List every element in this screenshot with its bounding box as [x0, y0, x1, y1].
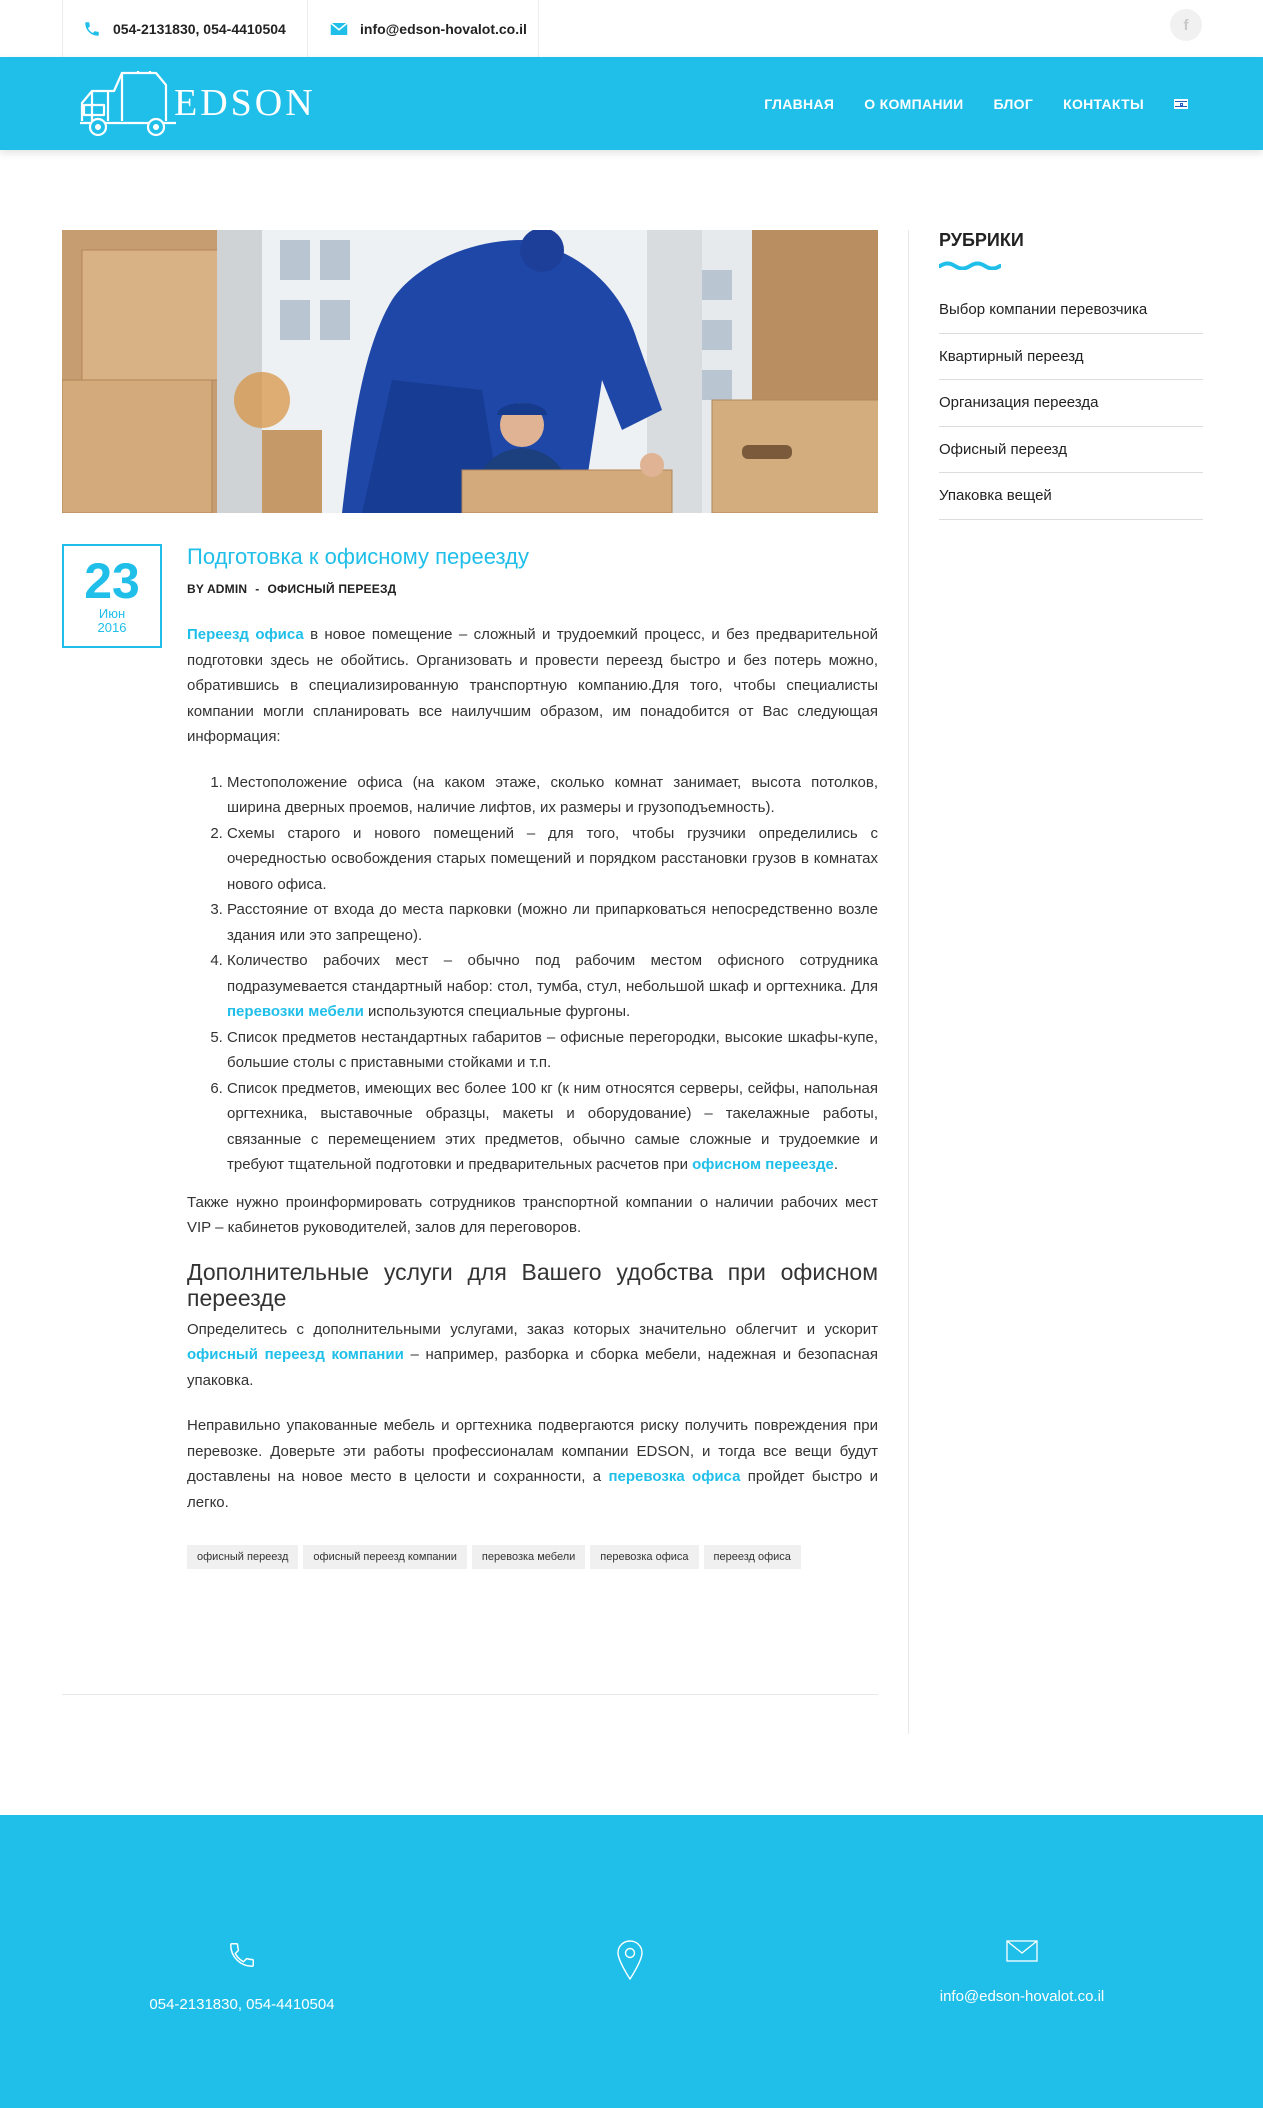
list-item	[227, 1025, 878, 1076]
sidebar-item-carrier-choice[interactable]	[939, 287, 1203, 334]
sidebar-item-move-organization[interactable]	[939, 380, 1203, 427]
sidebar-item-packing[interactable]	[939, 473, 1203, 520]
sidebar-item-office-move[interactable]	[939, 427, 1203, 474]
nav-item-home[interactable]: ГЛАВНАЯ	[764, 95, 835, 112]
post-paragraph: Также нужно проинформировать сотрудников транспортной компании о наличии рабочих мест VIP – кабинетов руководителей, залов для переговоров.	[187, 1193, 878, 1236]
list-item-text: Количество рабочих мест – обычно под рабочим местом офисного сотрудника подразумевается стандартный набор: стол, тумба, стул, небольшой шкаф и оргтехника. Для	[227, 952, 878, 995]
post-meta	[187, 582, 878, 596]
sidebar-item-label: Упаковка вещей	[939, 487, 1052, 504]
link-furniture-transport[interactable]: перевозки мебели	[227, 1003, 364, 1020]
link-company-office-move[interactable]: офисный переезд компании	[187, 1346, 404, 1363]
facebook-icon[interactable]: f	[1170, 9, 1202, 41]
list-item	[227, 897, 878, 948]
main-nav	[734, 57, 1188, 150]
movers-illustration	[62, 230, 878, 513]
post-category[interactable]: ОФИСНЫЙ ПЕРЕЕЗД	[267, 582, 397, 596]
logo-text: EDSON	[174, 82, 316, 124]
list-item	[227, 1076, 878, 1178]
sidebar	[939, 230, 1203, 520]
nav-item-blog[interactable]: БЛОГ	[993, 95, 1034, 112]
truck-logo-icon	[78, 67, 178, 139]
post-date-day: 23	[84, 553, 140, 609]
post-paragraph	[187, 1413, 878, 1515]
topbar-email-text: info@edson-hovalot.co.il	[360, 20, 527, 37]
paragraph-text: Неправильно упакованные мебель и оргтехника подвергаются риску получить повреждения при перевозке. Доверьте эти работы профессионалам компании EDSON, и тогда все вещи будут доставлены на новое место в целости и сохранности, а	[187, 1417, 878, 1485]
post-paragraph	[187, 622, 878, 750]
tag-link[interactable]: перевозка мебели	[472, 1545, 585, 1569]
footer-phone	[92, 1940, 392, 2013]
list-item-text: .	[833, 1156, 839, 1173]
footer-location	[480, 1940, 780, 2006]
link-office-move[interactable]: Переезд офиса	[187, 626, 304, 643]
sidebar-item-label: Выбор компании перевозчика	[939, 301, 1148, 318]
post-date	[62, 544, 162, 648]
footer-email	[872, 1940, 1172, 2005]
list-item-text: Местоположение офиса (на каком этаже, сколько комнат занимает, высота потолков, ширина дверных проемов, наличие лифтов, их размеры и грузоподъемность).	[227, 773, 878, 816]
nav-item-about[interactable]: О КОМПАНИИ	[864, 95, 964, 112]
list-item-text: используются специальные фургоны.	[363, 1003, 631, 1020]
post-featured-image	[62, 230, 878, 513]
footer-email-text[interactable]: info@edson-hovalot.co.il	[939, 1988, 1105, 2005]
post-title[interactable]: Подготовка к офисному переезду	[187, 544, 529, 569]
phone-icon	[227, 1940, 257, 1970]
sidebar-item-apartment-move[interactable]	[939, 334, 1203, 381]
list-item	[227, 821, 878, 898]
tag-link[interactable]: переезд офиса	[704, 1545, 801, 1569]
post-divider	[62, 1694, 878, 1695]
paragraph-text: пройдет быстро и легко.	[187, 1468, 878, 1511]
nav-item-contacts[interactable]: КОНТАКТЫ	[1063, 95, 1144, 112]
paragraph-text: Определитесь с дополнительными услугами, заказ которых значительно облегчит и ускорит	[187, 1320, 878, 1338]
sidebar-item-label: Организация переезда	[939, 394, 1099, 411]
tag-link[interactable]: перевозка офиса	[590, 1545, 698, 1569]
sidebar-item-label: Офисный переезд	[939, 440, 1067, 458]
site-footer	[0, 1815, 1263, 2108]
list-item-text: Список предметов нестандартных габаритов – офисные перегородки, высокие шкафы-купе, большие столы с приставными стойками и т.п.	[227, 1028, 878, 1071]
phone-icon	[83, 20, 101, 38]
post-date-month: Июн	[98, 606, 126, 621]
list-item-text: Список предметов, имеющих вес более 100 кг (к ним относятся серверы, сейфы, напольная оргтехника, выставочные образцы, макеты и оборудование) – такелажные работы, связанные с перемещением этих предметов, обычно самые сложные и трудоемкие и требуют тщательной подготовки и предварительных расчетов при	[227, 1079, 878, 1173]
meta-separator: -	[255, 582, 260, 596]
paragraph-text: в новое помещение – сложный и трудоемкий процесс, и без предварительной подготовки здесь не обойтись. Организовать и провести переезд быстро и без потерь можно, обратившись в специализированную транспортную компанию.Для того, чтобы специалисты компании могли спланировать все наилучшим образом, им понадобится от Вас следующая информация:	[187, 626, 878, 745]
requirements-list	[227, 770, 878, 1178]
post-article	[187, 544, 878, 1569]
link-office-relocation[interactable]: офисном переезде	[692, 1156, 834, 1173]
sidebar-divider	[908, 230, 909, 1734]
post-subheading: Дополнительные услуги для Вашего удобства при офисном переезде	[187, 1258, 878, 1311]
mail-icon	[1006, 1940, 1038, 1962]
post-body	[187, 622, 878, 1515]
post-author[interactable]: BY ADMIN	[187, 582, 248, 596]
topbar-phone-text: 054-2131830, 054-4410504	[113, 20, 286, 37]
post-tags	[187, 1545, 878, 1569]
topbar-email[interactable]	[307, 0, 539, 57]
sidebar-title: РУБРИКИ	[939, 230, 1024, 250]
tag-link[interactable]: офисный переезд	[187, 1545, 298, 1569]
post-date-year: 2016	[97, 620, 127, 635]
post-paragraph	[187, 1317, 878, 1394]
tag-link[interactable]: офисный переезд компании	[303, 1545, 467, 1569]
list-item-text: Расстояние от входа до места парковки (можно ли припарковаться непосредственно возле здания или это запрещено).	[227, 901, 878, 944]
paragraph-text: – например, разборка и сборка мебели, надежная и безопасная упаковка.	[187, 1346, 879, 1389]
link-office-transport[interactable]: перевозка офиса	[608, 1468, 741, 1485]
list-item-text: Схемы старого и нового помещений – для того, чтобы грузчики определились с очередностью освобождения старых помещений и порядком расстановки грузов в комнатах нового офиса.	[227, 824, 878, 893]
topbar-phone[interactable]	[62, 0, 307, 57]
list-item	[227, 948, 878, 1025]
category-list	[939, 287, 1203, 520]
mail-icon	[330, 22, 348, 36]
location-icon	[617, 1940, 643, 1980]
footer-phone-text[interactable]: 054-2131830, 054-4410504	[149, 1996, 335, 2013]
sidebar-item-label: Квартирный переезд	[939, 347, 1084, 365]
top-bar	[0, 0, 1263, 57]
site-logo[interactable]	[78, 67, 316, 139]
list-item	[227, 770, 878, 821]
wave-divider-icon	[939, 260, 1001, 270]
site-header	[0, 57, 1263, 150]
flag-icon[interactable]	[1174, 99, 1188, 109]
